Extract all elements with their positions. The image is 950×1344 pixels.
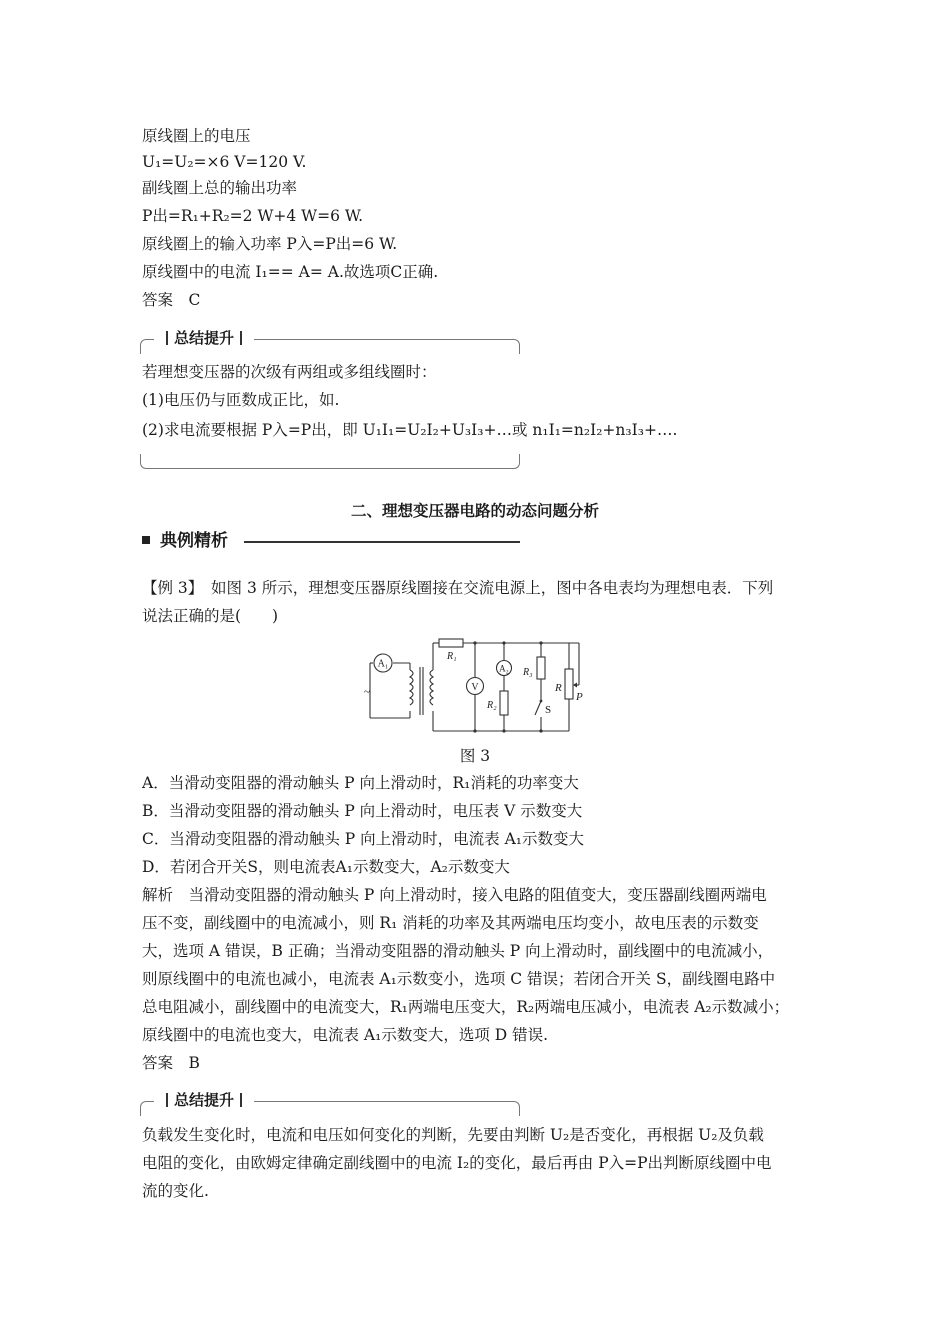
analysis-line: 总电阻减小，副线圈中的电流变大，R₁两端电压变大，R₂两端电压减小，电流表 A₂示数减小； [142, 998, 790, 1016]
summary-line: 若理想变压器的次级有两组或多组线圈时： [142, 363, 437, 381]
label-v: V [471, 682, 479, 693]
label-a1: A₁ [377, 658, 389, 670]
text-line: 原线圈上的电压 [142, 127, 251, 145]
bar-icon [240, 331, 242, 345]
summary-label-text: 总结提升 [174, 1091, 235, 1109]
summary-box-bottom [140, 454, 520, 469]
label-r3: R₃ [523, 667, 533, 678]
heading-rule [244, 541, 520, 543]
label-r1: R₁ [447, 651, 457, 662]
section-title: 二、理想变压器电路的动态问题分析 [350, 502, 599, 520]
text-line: 原线圈中的电流 I₁== A= A.故选项C正确. [142, 263, 439, 281]
question-line: 【例 3】 如图 3 所示，理想变压器原线圈接在交流电源上，图中各电表均为理想电表．下列 [142, 579, 774, 597]
figure-caption: 图 3 [459, 747, 491, 765]
text-line: P出=R₁+R₂=2 W+4 W=6 W. [142, 207, 364, 225]
summary-line: 电阻的变化，由欧姆定律确定副线圈中的电流 I₂的变化，最后再由 P入=P出判断原线圈中电 [142, 1154, 772, 1172]
answer-line: 答案 B [142, 1054, 200, 1072]
summary-line: (1)电压仍与匝数成正比，如. [142, 391, 340, 409]
option-d: D．若闭合开关S，则电流表A₁示数变大，A₂示数变大 [142, 858, 510, 876]
summary-label [154, 328, 254, 348]
circuit-diagram [355, 633, 595, 741]
text-line: U₁=U₂=×6 V=120 V. [142, 153, 307, 171]
bar-icon [166, 331, 168, 345]
summary-line: (2)求电流要根据 P入=P出，即 U₁I₁=U₂I₂+U₃I₃+…或 n₁I₁=n₂I₂+n₃I₃+…. [142, 421, 678, 439]
summary-line: 负载发生变化时，电流和电压如何变化的判断，先要由判断 U₂是否变化，再根据 U₂及负载 [142, 1126, 764, 1144]
example-heading-text: 典例精析 [160, 531, 228, 551]
analysis-line: 解析 当滑动变阻器的滑动触头 P 向上滑动时，接入电路的阻值变大，变压器副线圈两端电 [142, 886, 767, 904]
analysis-line: 则原线圈中的电流也减小，电流表 A₁示数变小，选项 C 错误；若闭合开关 S，副线圈电路中 [142, 970, 776, 988]
question-line: 说法正确的是( ) [142, 607, 279, 625]
label-source: ~ [364, 686, 370, 698]
example-heading [142, 530, 228, 552]
option-c: C．当滑动变阻器的滑动触头 P 向上滑动时，电流表 A₁示数变大 [142, 830, 584, 848]
analysis-line: 压不变，副线圈中的电流减小，则 R₁ 消耗的功率及其两端电压均变小，故电压表的示数变 [142, 914, 759, 932]
label-r2: R₂ [487, 700, 497, 711]
square-bullet-icon [142, 536, 150, 544]
label-r: R [555, 682, 562, 694]
text-line: 原线圈上的输入功率 P入=P出=6 W. [142, 235, 398, 253]
bar-icon [240, 1093, 242, 1107]
answer-line: 答案 C [142, 291, 201, 309]
summary-label-text: 总结提升 [174, 329, 235, 347]
option-a: A．当滑动变阻器的滑动触头 P 向上滑动时，R₁消耗的功率变大 [142, 774, 579, 792]
label-p: P [576, 691, 583, 703]
label-a2: A₂ [499, 663, 509, 674]
bar-icon [166, 1093, 168, 1107]
label-s: S [545, 704, 552, 716]
analysis-line: 原线圈中的电流也变大，电流表 A₁示数变大，选项 D 错误. [142, 1026, 549, 1044]
text-line: 副线圈上总的输出功率 [142, 179, 298, 197]
summary-label [154, 1090, 254, 1110]
analysis-line: 大，选项 A 错误，B 正确；当滑动变阻器的滑动触头 P 向上滑动时，副线圈中的电流减小， [142, 942, 774, 960]
option-b: B．当滑动变阻器的滑动触头 P 向上滑动时，电压表 V 示数变大 [142, 802, 583, 820]
summary-line: 流的变化. [142, 1182, 209, 1200]
